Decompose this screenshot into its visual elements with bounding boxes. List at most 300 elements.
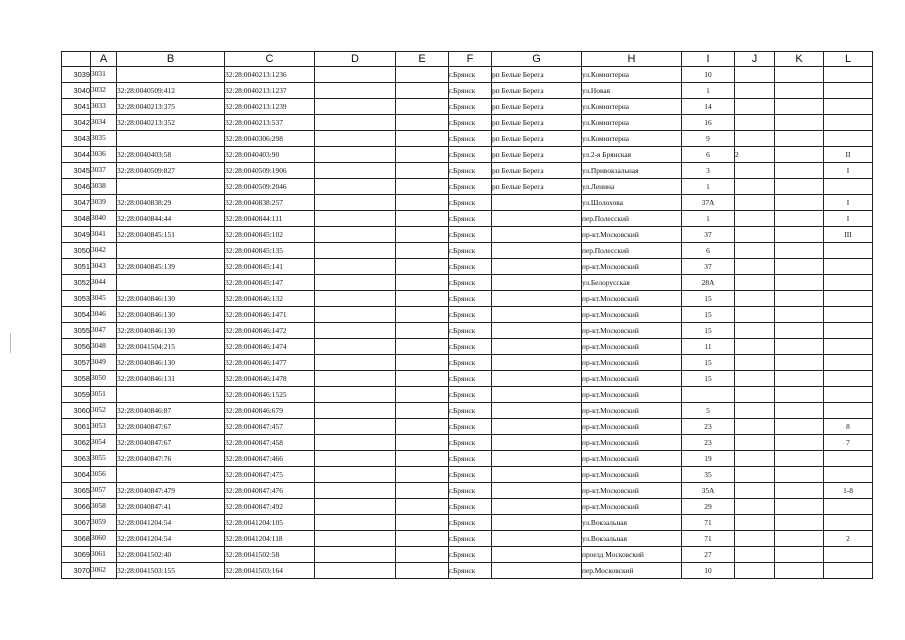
cell-h[interactable]: ул.Шолохова — [582, 195, 682, 211]
cell-c[interactable]: 32:28:0040846:132 — [225, 291, 315, 307]
cell-b[interactable]: 32:28:0040509:412 — [117, 83, 225, 99]
row-number[interactable]: 3054 — [62, 307, 91, 323]
cell-j[interactable] — [735, 99, 775, 115]
row-number[interactable]: 3070 — [62, 563, 91, 579]
cell-e[interactable] — [396, 515, 449, 531]
cell-k[interactable] — [775, 435, 824, 451]
cell-a[interactable]: 3050 — [91, 371, 117, 387]
cell-b[interactable]: 32:28:0040846:130 — [117, 323, 225, 339]
row-number[interactable]: 3068 — [62, 531, 91, 547]
cell-g[interactable]: рп Белые Берега — [492, 147, 582, 163]
row-number[interactable]: 3043 — [62, 131, 91, 147]
cell-k[interactable] — [775, 371, 824, 387]
cell-k[interactable] — [775, 515, 824, 531]
row-number[interactable]: 3047 — [62, 195, 91, 211]
cell-l[interactable] — [824, 307, 873, 323]
cell-l[interactable] — [824, 323, 873, 339]
cell-f[interactable]: г.Брянск — [449, 83, 492, 99]
cell-a[interactable]: 3049 — [91, 355, 117, 371]
cell-l[interactable] — [824, 387, 873, 403]
cell-a[interactable]: 3043 — [91, 259, 117, 275]
cell-g[interactable] — [492, 259, 582, 275]
cell-c[interactable]: 32:28:0040213:1239 — [225, 99, 315, 115]
cell-e[interactable] — [396, 195, 449, 211]
cell-l[interactable]: I — [824, 211, 873, 227]
cell-k[interactable] — [775, 163, 824, 179]
cell-j[interactable] — [735, 211, 775, 227]
cell-h[interactable]: пр-кт.Московский — [582, 387, 682, 403]
cell-f[interactable]: г.Брянск — [449, 371, 492, 387]
cell-j[interactable] — [735, 371, 775, 387]
row-number[interactable]: 3056 — [62, 339, 91, 355]
cell-i[interactable]: 28А — [682, 275, 735, 291]
cell-h[interactable]: пр-кт.Московский — [582, 259, 682, 275]
cell-g[interactable] — [492, 211, 582, 227]
cell-c[interactable]: 32:28:0040847:457 — [225, 419, 315, 435]
cell-b[interactable]: 32:28:0040846:87 — [117, 403, 225, 419]
cell-a[interactable]: 3062 — [91, 563, 117, 579]
cell-g[interactable] — [492, 307, 582, 323]
row-number[interactable]: 3042 — [62, 115, 91, 131]
cell-a[interactable]: 3056 — [91, 467, 117, 483]
cell-k[interactable] — [775, 467, 824, 483]
cell-i[interactable]: 10 — [682, 563, 735, 579]
cell-c[interactable]: 32:28:0040847:458 — [225, 435, 315, 451]
cell-e[interactable] — [396, 147, 449, 163]
cell-l[interactable] — [824, 339, 873, 355]
cell-d[interactable] — [315, 339, 396, 355]
cell-b[interactable]: 32:28:0040844:44 — [117, 211, 225, 227]
cell-a[interactable]: 3058 — [91, 499, 117, 515]
cell-d[interactable] — [315, 403, 396, 419]
cell-c[interactable]: 32:28:0040845:141 — [225, 259, 315, 275]
cell-c[interactable]: 32:28:0040846:1471 — [225, 307, 315, 323]
cell-a[interactable]: 3039 — [91, 195, 117, 211]
cell-d[interactable] — [315, 147, 396, 163]
cell-k[interactable] — [775, 339, 824, 355]
cell-d[interactable] — [315, 323, 396, 339]
cell-k[interactable] — [775, 499, 824, 515]
cell-h[interactable]: пр-кт.Московский — [582, 371, 682, 387]
row-number[interactable]: 3058 — [62, 371, 91, 387]
column-header-g[interactable]: G — [492, 52, 582, 67]
cell-e[interactable] — [396, 131, 449, 147]
cell-f[interactable]: г.Брянск — [449, 531, 492, 547]
cell-e[interactable] — [396, 323, 449, 339]
column-header-c[interactable]: C — [225, 52, 315, 67]
cell-d[interactable] — [315, 83, 396, 99]
cell-h[interactable]: пер.Полесский — [582, 211, 682, 227]
cell-l[interactable] — [824, 547, 873, 563]
cell-a[interactable]: 3057 — [91, 483, 117, 499]
row-number[interactable]: 3040 — [62, 83, 91, 99]
cell-c[interactable]: 32:28:0040845:135 — [225, 243, 315, 259]
cell-c[interactable]: 32:28:0040838:257 — [225, 195, 315, 211]
cell-e[interactable] — [396, 451, 449, 467]
column-header-b[interactable]: B — [117, 52, 225, 67]
cell-k[interactable] — [775, 99, 824, 115]
cell-g[interactable] — [492, 515, 582, 531]
cell-i[interactable]: 5 — [682, 403, 735, 419]
cell-b[interactable] — [117, 275, 225, 291]
cell-i[interactable]: 35 — [682, 467, 735, 483]
cell-l[interactable] — [824, 99, 873, 115]
cell-g[interactable] — [492, 227, 582, 243]
cell-b[interactable]: 32:28:0041503:155 — [117, 563, 225, 579]
cell-f[interactable]: г.Брянск — [449, 435, 492, 451]
cell-d[interactable] — [315, 179, 396, 195]
cell-c[interactable]: 32:28:0040846:679 — [225, 403, 315, 419]
cell-h[interactable]: пр-кт.Московский — [582, 435, 682, 451]
cell-i[interactable]: 29 — [682, 499, 735, 515]
cell-g[interactable] — [492, 387, 582, 403]
cell-k[interactable] — [775, 291, 824, 307]
cell-j[interactable] — [735, 275, 775, 291]
cell-j[interactable] — [735, 179, 775, 195]
cell-g[interactable] — [492, 371, 582, 387]
cell-a[interactable]: 3051 — [91, 387, 117, 403]
row-number[interactable]: 3044 — [62, 147, 91, 163]
cell-e[interactable] — [396, 115, 449, 131]
cell-j[interactable] — [735, 483, 775, 499]
cell-k[interactable] — [775, 419, 824, 435]
cell-j[interactable] — [735, 195, 775, 211]
cell-k[interactable] — [775, 563, 824, 579]
cell-e[interactable] — [396, 355, 449, 371]
cell-f[interactable]: г.Брянск — [449, 291, 492, 307]
row-number[interactable]: 3063 — [62, 451, 91, 467]
cell-h[interactable]: пр-кт.Московский — [582, 355, 682, 371]
cell-d[interactable] — [315, 451, 396, 467]
cell-b[interactable]: 32:28:0040213:352 — [117, 115, 225, 131]
cell-i[interactable]: 15 — [682, 371, 735, 387]
cell-l[interactable]: 2 — [824, 531, 873, 547]
cell-k[interactable] — [775, 115, 824, 131]
row-number[interactable]: 3057 — [62, 355, 91, 371]
cell-i[interactable]: 1 — [682, 211, 735, 227]
cell-f[interactable]: г.Брянск — [449, 115, 492, 131]
cell-g[interactable] — [492, 339, 582, 355]
cell-l[interactable] — [824, 275, 873, 291]
cell-a[interactable]: 3047 — [91, 323, 117, 339]
cell-b[interactable] — [117, 67, 225, 83]
cell-j[interactable] — [735, 339, 775, 355]
cell-e[interactable] — [396, 467, 449, 483]
cell-l[interactable] — [824, 515, 873, 531]
cell-d[interactable] — [315, 531, 396, 547]
cell-d[interactable] — [315, 227, 396, 243]
row-number[interactable]: 3069 — [62, 547, 91, 563]
row-number[interactable]: 3055 — [62, 323, 91, 339]
cell-a[interactable]: 3053 — [91, 419, 117, 435]
cell-a[interactable]: 3052 — [91, 403, 117, 419]
cell-l[interactable]: I — [824, 195, 873, 211]
cell-c[interactable]: 32:28:0040846:1525 — [225, 387, 315, 403]
cell-h[interactable]: ул.Ленина — [582, 179, 682, 195]
cell-h[interactable]: пр-кт.Московский — [582, 451, 682, 467]
cell-g[interactable] — [492, 547, 582, 563]
column-header-f[interactable]: F — [449, 52, 492, 67]
cell-e[interactable] — [396, 371, 449, 387]
cell-f[interactable]: г.Брянск — [449, 147, 492, 163]
cell-k[interactable] — [775, 131, 824, 147]
cell-b[interactable]: 32:28:0040847:76 — [117, 451, 225, 467]
column-header-i[interactable]: I — [682, 52, 735, 67]
cell-d[interactable] — [315, 163, 396, 179]
cell-a[interactable]: 3059 — [91, 515, 117, 531]
cell-h[interactable]: пр-кт.Московский — [582, 467, 682, 483]
cell-j[interactable] — [735, 547, 775, 563]
cell-b[interactable]: 32:28:0040845:151 — [117, 227, 225, 243]
cell-h[interactable]: ул.Коминтерна — [582, 99, 682, 115]
cell-l[interactable] — [824, 371, 873, 387]
cell-k[interactable] — [775, 179, 824, 195]
cell-e[interactable] — [396, 243, 449, 259]
cell-h[interactable]: ул.Вокзальная — [582, 531, 682, 547]
cell-e[interactable] — [396, 291, 449, 307]
cell-h[interactable]: пр-кт.Московский — [582, 291, 682, 307]
cell-c[interactable]: 32:28:0040213:1236 — [225, 67, 315, 83]
row-number[interactable]: 3050 — [62, 243, 91, 259]
cell-e[interactable] — [396, 67, 449, 83]
cell-f[interactable]: г.Брянск — [449, 275, 492, 291]
cell-k[interactable] — [775, 227, 824, 243]
cell-b[interactable]: 32:28:0040846:131 — [117, 371, 225, 387]
corner-header[interactable] — [62, 52, 91, 67]
cell-k[interactable] — [775, 67, 824, 83]
cell-k[interactable] — [775, 147, 824, 163]
cell-g[interactable] — [492, 291, 582, 307]
cell-k[interactable] — [775, 195, 824, 211]
cell-e[interactable] — [396, 179, 449, 195]
cell-b[interactable]: 32:28:0041502:40 — [117, 547, 225, 563]
cell-j[interactable] — [735, 307, 775, 323]
cell-j[interactable] — [735, 83, 775, 99]
cell-k[interactable] — [775, 355, 824, 371]
cell-k[interactable] — [775, 451, 824, 467]
cell-d[interactable] — [315, 211, 396, 227]
cell-k[interactable] — [775, 243, 824, 259]
cell-i[interactable]: 16 — [682, 115, 735, 131]
cell-c[interactable]: 32:28:0041204:118 — [225, 531, 315, 547]
cell-f[interactable]: г.Брянск — [449, 499, 492, 515]
cell-h[interactable]: пр-кт.Московский — [582, 499, 682, 515]
row-number[interactable]: 3061 — [62, 419, 91, 435]
cell-f[interactable]: г.Брянск — [449, 515, 492, 531]
cell-i[interactable] — [682, 387, 735, 403]
cell-g[interactable] — [492, 467, 582, 483]
cell-h[interactable]: пр-кт.Московский — [582, 419, 682, 435]
cell-h[interactable]: пр-кт.Московский — [582, 403, 682, 419]
cell-b[interactable]: 32:28:0040847:67 — [117, 419, 225, 435]
cell-i[interactable]: 27 — [682, 547, 735, 563]
cell-g[interactable] — [492, 195, 582, 211]
cell-a[interactable]: 3032 — [91, 83, 117, 99]
cell-j[interactable] — [735, 131, 775, 147]
cell-a[interactable]: 3042 — [91, 243, 117, 259]
cell-i[interactable]: 37 — [682, 259, 735, 275]
cell-l[interactable] — [824, 467, 873, 483]
cell-a[interactable]: 3055 — [91, 451, 117, 467]
row-number[interactable]: 3045 — [62, 163, 91, 179]
cell-i[interactable]: 71 — [682, 515, 735, 531]
cell-i[interactable]: 11 — [682, 339, 735, 355]
cell-e[interactable] — [396, 227, 449, 243]
column-header-e[interactable]: E — [396, 52, 449, 67]
cell-c[interactable]: 32:28:0040509:2046 — [225, 179, 315, 195]
cell-j[interactable] — [735, 515, 775, 531]
cell-l[interactable]: 8 — [824, 419, 873, 435]
cell-c[interactable]: 32:28:0040403:90 — [225, 147, 315, 163]
cell-b[interactable]: 32:28:0041204:54 — [117, 531, 225, 547]
cell-f[interactable]: г.Брянск — [449, 547, 492, 563]
cell-f[interactable]: г.Брянск — [449, 243, 492, 259]
cell-e[interactable] — [396, 307, 449, 323]
cell-j[interactable] — [735, 387, 775, 403]
cell-h[interactable]: пер.Полесский — [582, 243, 682, 259]
column-header-d[interactable]: D — [315, 52, 396, 67]
cell-a[interactable]: 3040 — [91, 211, 117, 227]
cell-j[interactable] — [735, 355, 775, 371]
cell-g[interactable]: рп Белые Берега — [492, 131, 582, 147]
cell-b[interactable]: 32:28:0040845:139 — [117, 259, 225, 275]
cell-a[interactable]: 3033 — [91, 99, 117, 115]
cell-e[interactable] — [396, 99, 449, 115]
cell-e[interactable] — [396, 403, 449, 419]
cell-c[interactable]: 32:28:0040846:1478 — [225, 371, 315, 387]
cell-h[interactable]: пр-кт.Московский — [582, 339, 682, 355]
cell-f[interactable]: г.Брянск — [449, 483, 492, 499]
cell-k[interactable] — [775, 211, 824, 227]
cell-a[interactable]: 3035 — [91, 131, 117, 147]
cell-a[interactable]: 3038 — [91, 179, 117, 195]
cell-l[interactable] — [824, 115, 873, 131]
cell-a[interactable]: 3037 — [91, 163, 117, 179]
cell-b[interactable]: 32:28:0040509:827 — [117, 163, 225, 179]
cell-l[interactable] — [824, 355, 873, 371]
cell-i[interactable]: 14 — [682, 99, 735, 115]
cell-j[interactable] — [735, 563, 775, 579]
cell-f[interactable]: г.Брянск — [449, 227, 492, 243]
cell-h[interactable]: ул.Коминтерна — [582, 67, 682, 83]
cell-a[interactable]: 3031 — [91, 67, 117, 83]
cell-e[interactable] — [396, 547, 449, 563]
cell-c[interactable]: 32:28:0040847:476 — [225, 483, 315, 499]
row-number[interactable]: 3049 — [62, 227, 91, 243]
cell-c[interactable]: 32:28:0040844:111 — [225, 211, 315, 227]
cell-g[interactable]: рп Белые Берега — [492, 115, 582, 131]
cell-k[interactable] — [775, 547, 824, 563]
cell-g[interactable] — [492, 403, 582, 419]
cell-e[interactable] — [396, 339, 449, 355]
row-number[interactable]: 3067 — [62, 515, 91, 531]
cell-d[interactable] — [315, 275, 396, 291]
cell-b[interactable] — [117, 467, 225, 483]
cell-e[interactable] — [396, 483, 449, 499]
cell-b[interactable]: 32:28:0041204:54 — [117, 515, 225, 531]
cell-d[interactable] — [315, 291, 396, 307]
cell-h[interactable]: проезд Московский — [582, 547, 682, 563]
cell-j[interactable] — [735, 451, 775, 467]
cell-a[interactable]: 3034 — [91, 115, 117, 131]
cell-k[interactable] — [775, 531, 824, 547]
cell-k[interactable] — [775, 483, 824, 499]
column-header-j[interactable]: J — [735, 52, 775, 67]
cell-d[interactable] — [315, 547, 396, 563]
row-number[interactable]: 3059 — [62, 387, 91, 403]
cell-j[interactable] — [735, 403, 775, 419]
cell-b[interactable]: 32:28:0040847:67 — [117, 435, 225, 451]
cell-f[interactable]: г.Брянск — [449, 419, 492, 435]
row-number[interactable]: 3066 — [62, 499, 91, 515]
cell-i[interactable]: 6 — [682, 147, 735, 163]
cell-g[interactable] — [492, 243, 582, 259]
cell-e[interactable] — [396, 435, 449, 451]
cell-j[interactable] — [735, 227, 775, 243]
cell-i[interactable]: 1 — [682, 83, 735, 99]
cell-d[interactable] — [315, 371, 396, 387]
cell-g[interactable]: рп Белые Берега — [492, 83, 582, 99]
cell-d[interactable] — [315, 259, 396, 275]
cell-a[interactable]: 3061 — [91, 547, 117, 563]
cell-h[interactable]: ул.Коминтерна — [582, 115, 682, 131]
cell-k[interactable] — [775, 259, 824, 275]
row-number[interactable]: 3062 — [62, 435, 91, 451]
cell-e[interactable] — [396, 211, 449, 227]
cell-b[interactable]: 32:28:0040403:58 — [117, 147, 225, 163]
cell-e[interactable] — [396, 259, 449, 275]
cell-d[interactable] — [315, 67, 396, 83]
cell-c[interactable]: 32:28:0040847:466 — [225, 451, 315, 467]
cell-f[interactable]: г.Брянск — [449, 451, 492, 467]
cell-j[interactable] — [735, 323, 775, 339]
cell-i[interactable]: 6 — [682, 243, 735, 259]
cell-g[interactable]: рп Белые Берега — [492, 179, 582, 195]
cell-i[interactable]: 15 — [682, 323, 735, 339]
cell-k[interactable] — [775, 403, 824, 419]
cell-j[interactable] — [735, 499, 775, 515]
cell-b[interactable]: 32:28:0040846:130 — [117, 291, 225, 307]
cell-k[interactable] — [775, 83, 824, 99]
row-number[interactable]: 3064 — [62, 467, 91, 483]
cell-g[interactable] — [492, 355, 582, 371]
row-number[interactable]: 3039 — [62, 67, 91, 83]
cell-j[interactable]: 2 — [735, 147, 775, 163]
cell-h[interactable]: пр-кт.Московский — [582, 323, 682, 339]
cell-e[interactable] — [396, 83, 449, 99]
cell-i[interactable]: 71 — [682, 531, 735, 547]
cell-l[interactable] — [824, 499, 873, 515]
cell-g[interactable] — [492, 531, 582, 547]
row-number[interactable]: 3060 — [62, 403, 91, 419]
cell-l[interactable]: III — [824, 227, 873, 243]
cell-e[interactable] — [396, 387, 449, 403]
row-number[interactable]: 3046 — [62, 179, 91, 195]
cell-c[interactable]: 32:28:0040306:298 — [225, 131, 315, 147]
cell-d[interactable] — [315, 499, 396, 515]
cell-f[interactable]: г.Брянск — [449, 67, 492, 83]
cell-h[interactable]: ул.Привокзальная — [582, 163, 682, 179]
cell-a[interactable]: 3036 — [91, 147, 117, 163]
cell-f[interactable]: г.Брянск — [449, 99, 492, 115]
cell-f[interactable]: г.Брянск — [449, 163, 492, 179]
cell-i[interactable]: 3 — [682, 163, 735, 179]
cell-g[interactable] — [492, 499, 582, 515]
cell-i[interactable]: 9 — [682, 131, 735, 147]
cell-a[interactable]: 3054 — [91, 435, 117, 451]
cell-b[interactable] — [117, 387, 225, 403]
cell-h[interactable]: ул.Коминтерна — [582, 131, 682, 147]
